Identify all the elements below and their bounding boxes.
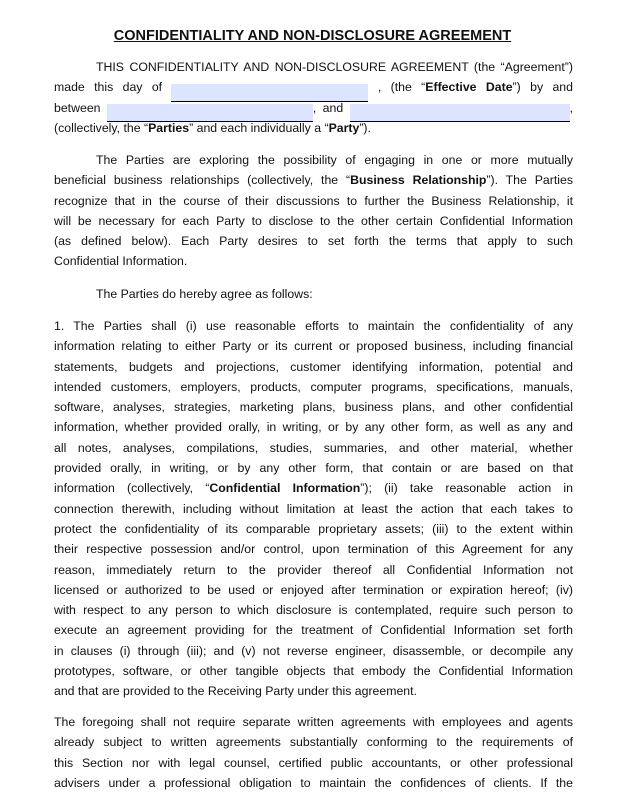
text-line [54,478,573,498]
text-segment: already subject to written agreements substantially conforming to the requirements of [54,735,573,750]
text-segment: The foregoing shall not require separate written agreements with employees and agents [54,715,573,729]
text-segment: between [54,100,107,115]
text-segment: in clauses (i) through (iii); and (v) not reverse engineer, disassemble, or decompile any [54,643,573,658]
text-line [54,191,573,211]
text-line [54,211,573,231]
text-line [54,231,573,251]
text-line [54,357,573,377]
intro-paragraph [54,57,573,138]
text-segment: statements, budgets and projections, customer identifying information, potential and [54,359,573,374]
text-line [54,773,573,793]
text-segment: information relating to either Party or its current or proposed business, including financial [54,339,573,354]
text-segment: , [569,100,573,115]
text-line [54,620,573,640]
text-segment: , (the “ [368,80,426,95]
text-segment: with respect to any person to which disclosure is contemplated, require such person to [54,603,573,618]
text-segment: beneficial business relationships (collectively, the “ [54,173,351,188]
text-line [54,316,573,336]
text-segment: The Parties do hereby agree as follows: [96,287,313,301]
text-line [54,641,573,661]
text-line [54,712,573,732]
document-title: CONFIDENTIALITY AND NON-DISCLOSURE AGREEMENT [113,28,512,44]
party-2-field[interactable] [350,104,570,122]
text-segment: prototypes, software, or other tangible objects that embody the Confidential Information [54,664,573,679]
foregoing-paragraph [54,712,573,793]
text-segment: provided orally, in writing, or by any other form, that contain or are based on that [54,461,573,476]
text-line [54,377,573,397]
text-segment: their respective possession and/or control, upon termination of this Agreement for any [54,542,573,557]
defined-term: Confidential Information [209,481,361,496]
text-segment: ”) by and [512,80,573,95]
text-segment: this Section nor with legal counsel, certified public accountants, or other professional [54,755,573,770]
text-line [54,458,573,478]
text-segment: connection therewith, including without limitation at least the action that each takes to [54,501,573,516]
text-line [54,580,573,600]
text-segment: , and [312,100,350,115]
text-line [54,499,573,519]
text-segment: 1. The Parties shall (i) use reasonable efforts to maintain the confidentiality of any [54,319,573,333]
section-1-paragraph [54,316,573,702]
text-segment: ”). The Parties [486,173,573,188]
defined-term: Parties [148,120,190,135]
text-line [54,77,573,97]
text-line [54,170,573,190]
text-segment: (collectively, the “ [54,120,149,135]
text-line [54,251,573,271]
recitals-paragraph [54,150,573,272]
text-line [54,600,573,620]
text-segment: (as defined below). Each Party desires to set forth the terms that apply to such [54,234,573,249]
text-segment: ”); (ii) take reasonable action in [360,481,573,496]
text-segment: recognize that in the course of their discussions to further the Business Relationship, it [54,193,573,208]
text-line [54,661,573,681]
text-segment: intended customers, employers, products, computer programs, specifications, manuals, [54,379,573,394]
text-segment: made this day of [54,80,172,95]
text-segment: advisers under a professional obligation to maintain the confidences of clients. If the [54,775,573,790]
text-line [54,150,573,170]
text-line [54,753,573,773]
text-line [54,519,573,539]
text-segment: licensed or authorized to be used or enjoyed after termination or expiration hereof; (iv) [54,582,573,597]
text-segment: software, analyses, strategies, marketing plans, business plans, and other confidential [54,400,573,415]
text-segment: ”). [359,120,371,135]
text-line [54,284,573,304]
text-line [54,681,573,701]
text-line [54,397,573,417]
text-segment: protect the confidentiality of its comparable proprietary assets; (iii) to the extent within [54,521,573,536]
text-line [54,438,573,458]
text-segment: The Parties are exploring the possibility of engaging in one or more mutually [96,153,573,167]
text-line [54,98,573,118]
defined-term: Business Relationship [350,173,487,188]
text-line [54,417,573,437]
defined-term: Effective Date [425,80,513,95]
text-segment: Confidential Information. [54,254,188,269]
text-segment: reason, immediately return to the provider thereof all Confidential Information not [54,562,573,577]
text-line [54,539,573,559]
agreement-paragraph [54,284,573,304]
text-segment: information, whether provided orally, in writing, or by any other form, as well as any and [54,420,573,435]
text-segment: ” and each individually a “ [189,120,329,135]
text-segment: will be necessary for each Party to disclose to the other certain Confidential Information [54,213,573,228]
text-segment: and that are provided to the Receiving Party under this agreement. [54,684,417,699]
text-line [54,336,573,356]
text-segment: THIS CONFIDENTIALITY AND NON-DISCLOSURE AGREEMENT (the “Agreement”) [96,60,573,74]
text-segment: information (collectively, “ [54,481,210,496]
text-segment: execute an agreement providing for the treatment of Confidential Information set forth [54,623,573,638]
text-line [54,560,573,580]
defined-term: Party [328,120,360,135]
text-line [54,57,573,77]
text-line [54,732,573,752]
text-segment: all notes, analyses, compilations, studies, summaries, and other material, whether [54,440,573,455]
